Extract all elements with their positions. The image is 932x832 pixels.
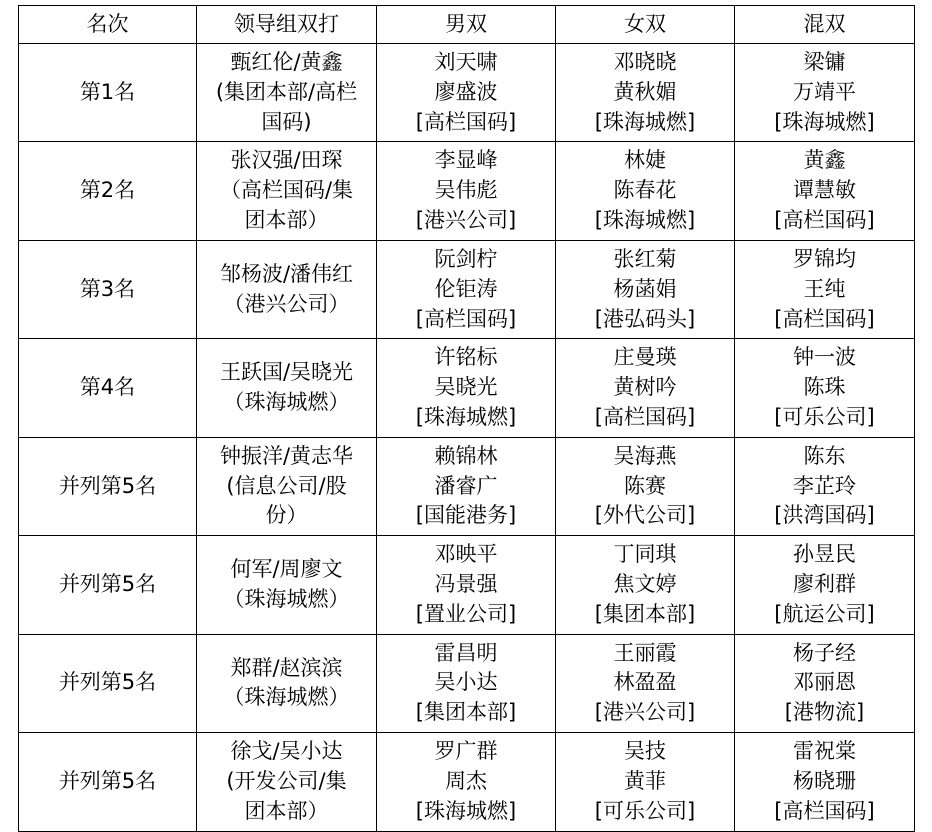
- line-1: 张汉强/田琛: [230, 148, 343, 173]
- player-2: 黄菲: [624, 768, 666, 793]
- rank-value: 并列第5名: [19, 536, 197, 634]
- line-1: 郑群/赵滨滨: [230, 655, 343, 680]
- mens-doubles-cell: [377, 536, 556, 634]
- column-header-leaders-doubles: 领导组双打: [197, 6, 377, 44]
- cell-lines: [562, 48, 728, 137]
- line-3: 份）: [265, 503, 308, 528]
- table-row: [19, 240, 915, 338]
- player-2: 黄树吟: [613, 375, 677, 400]
- womens-doubles-cell: [556, 634, 735, 732]
- leaders-doubles-cell: [197, 44, 377, 142]
- header-row: [19, 6, 915, 44]
- leaders-doubles-cell: [197, 536, 377, 634]
- line-3: 团本部）: [244, 798, 329, 823]
- team: [港兴公司]: [594, 700, 696, 725]
- womens-doubles-cell: [556, 142, 735, 240]
- player-1: 庄曼瑛: [613, 345, 677, 370]
- player-1: 刘天啸: [434, 50, 498, 74]
- player-1: 罗广群: [434, 739, 498, 764]
- womens-doubles-cell: [556, 437, 735, 535]
- womens-doubles-cell: [556, 339, 735, 437]
- cell-lines: [203, 555, 370, 615]
- rank-value: 并列第5名: [19, 437, 197, 535]
- rank-value: 并列第5名: [19, 733, 197, 831]
- cell-lines: [383, 146, 549, 235]
- player-1: 孙昱民: [793, 542, 856, 567]
- player-1: 丁同琪: [613, 542, 677, 567]
- player-2: 林盈盈: [613, 670, 677, 695]
- column-header-mixed-doubles: 混双: [735, 6, 915, 44]
- player-1: 杨子经: [793, 640, 856, 665]
- line-2: (开发公司/集: [226, 768, 347, 793]
- player-2: 冯景强: [434, 572, 498, 596]
- cell-lines: [741, 146, 908, 235]
- leaders-doubles-cell: [197, 240, 377, 338]
- mens-doubles-cell: [377, 733, 556, 831]
- player-2: 伦钜涛: [434, 276, 498, 301]
- mixed-doubles-cell: [735, 634, 915, 732]
- mens-doubles-cell: [377, 44, 556, 142]
- player-2: 吴晓光: [434, 375, 498, 400]
- player-2: 廖盛波: [434, 79, 498, 104]
- mens-doubles-cell: [377, 339, 556, 437]
- line-2: （珠海城燃）: [223, 586, 350, 611]
- cell-lines: [562, 343, 728, 432]
- mens-doubles-cell: [377, 437, 556, 535]
- mixed-doubles-cell: [735, 536, 915, 634]
- table-row: [19, 733, 915, 831]
- team: [港物流]: [784, 700, 865, 725]
- player-1: 邓晓晓: [613, 50, 677, 74]
- leaders-doubles-cell: [197, 339, 377, 437]
- team: [置业公司]: [415, 601, 517, 626]
- rank-value: 并列第5名: [19, 634, 197, 732]
- table-header: [19, 6, 915, 44]
- player-1: 雷祝棠: [793, 739, 856, 764]
- leaders-doubles-cell: [197, 437, 377, 535]
- player-2: 吴小达: [434, 670, 498, 695]
- line-3: 国码): [261, 109, 312, 134]
- line-1: 徐戈/吴小达: [230, 739, 343, 764]
- player-2: 王纯: [803, 276, 846, 301]
- player-1: 林婕: [624, 148, 666, 173]
- player-2: 杨菡娟: [613, 276, 677, 301]
- team: [外代公司]: [594, 503, 696, 528]
- line-2: （珠海城燃）: [223, 685, 350, 710]
- cell-lines: [203, 358, 370, 418]
- player-1: 钟一波: [793, 345, 856, 370]
- line-1: 王跃国/吴晓光: [219, 360, 354, 385]
- line-2: （珠海城燃）: [223, 390, 350, 415]
- team: [珠海城燃]: [594, 208, 696, 233]
- line-2: (信息公司/股: [226, 473, 347, 498]
- player-1: 阮剑柠: [434, 246, 498, 271]
- mixed-doubles-cell: [735, 44, 915, 142]
- player-2: 万靖平: [793, 79, 856, 104]
- cell-lines: [562, 245, 728, 334]
- results-table: [18, 5, 915, 832]
- player-1: 邓映平: [434, 542, 498, 567]
- mens-doubles-cell: [377, 142, 556, 240]
- table-row: [19, 634, 915, 732]
- line-3: 团本部）: [244, 208, 329, 233]
- team: [高栏国码]: [774, 798, 875, 823]
- player-1: 梁镛: [803, 50, 846, 74]
- line-1: 钟振洋/黄志华: [219, 443, 354, 468]
- team: [洪湾国码]: [774, 503, 875, 528]
- column-header-rank: 名次: [19, 6, 197, 44]
- table-row: [19, 339, 915, 437]
- cell-lines: [203, 654, 370, 714]
- team: [珠海城燃]: [774, 109, 875, 134]
- rank-value: 第3名: [19, 240, 197, 338]
- mixed-doubles-cell: [735, 437, 915, 535]
- cell-lines: [562, 540, 728, 629]
- table-body: [19, 44, 915, 832]
- cell-lines: [383, 540, 549, 629]
- table-row: [19, 142, 915, 240]
- cell-lines: [203, 260, 370, 320]
- leaders-doubles-cell: [197, 634, 377, 732]
- cell-lines: [383, 343, 549, 432]
- team: [港兴公司]: [415, 208, 517, 233]
- player-2: 陈春花: [613, 178, 677, 203]
- player-2: 陈珠: [803, 375, 846, 400]
- cell-lines: [203, 48, 370, 137]
- cell-lines: [741, 540, 908, 629]
- cell-lines: [741, 245, 908, 334]
- team: [集团本部]: [415, 700, 517, 725]
- cell-lines: [383, 245, 549, 334]
- line-2: （港兴公司）: [223, 291, 350, 316]
- team: [可乐公司]: [594, 798, 696, 823]
- cell-lines: [562, 442, 728, 531]
- cell-lines: [562, 639, 728, 728]
- womens-doubles-cell: [556, 44, 735, 142]
- table-row: [19, 44, 915, 142]
- rank-value: 第2名: [19, 142, 197, 240]
- player-1: 王丽霞: [613, 640, 677, 665]
- mixed-doubles-cell: [735, 733, 915, 831]
- cell-lines: [383, 48, 549, 137]
- player-2: 谭慧敏: [793, 178, 856, 203]
- team: [港弘码头]: [594, 306, 696, 331]
- player-2: 邓丽恩: [793, 670, 856, 695]
- cell-lines: [383, 737, 549, 826]
- player-2: 吴伟彪: [434, 178, 498, 203]
- cell-lines: [741, 48, 908, 137]
- line-2: （高栏国码/集: [219, 178, 354, 203]
- mixed-doubles-cell: [735, 142, 915, 240]
- cell-lines: [562, 737, 728, 826]
- column-header-mens-doubles: 男双: [377, 6, 556, 44]
- team: [集团本部]: [594, 601, 696, 626]
- cell-lines: [741, 343, 908, 432]
- team: [高栏国码]: [415, 109, 517, 134]
- table-row: [19, 536, 915, 634]
- team: [国能港务]: [415, 503, 517, 528]
- team: [高栏国码]: [594, 404, 696, 429]
- leaders-doubles-cell: [197, 733, 377, 831]
- player-1: 雷昌明: [434, 640, 498, 665]
- womens-doubles-cell: [556, 733, 735, 831]
- player-1: 黄鑫: [803, 148, 846, 173]
- cell-lines: [562, 146, 728, 235]
- team: [珠海城燃]: [594, 109, 696, 134]
- cell-lines: [383, 639, 549, 728]
- line-2: (集团本部/高栏: [215, 79, 358, 104]
- player-2: 潘睿广: [434, 473, 498, 498]
- player-2: 陈赛: [624, 473, 666, 498]
- player-1: 张红菊: [613, 246, 677, 271]
- line-1: 甄红伦/黄鑫: [230, 50, 343, 74]
- column-header-womens-doubles: 女双: [556, 6, 735, 44]
- cell-lines: [203, 146, 370, 235]
- table-row: [19, 437, 915, 535]
- player-1: 李显峰: [434, 148, 498, 173]
- cell-lines: [741, 639, 908, 728]
- team: [高栏国码]: [774, 208, 875, 233]
- player-2: 李芷玲: [793, 473, 856, 498]
- cell-lines: [203, 737, 370, 826]
- player-2: 焦文婷: [613, 572, 677, 596]
- rank-value: 第1名: [19, 44, 197, 142]
- player-1: 罗锦均: [793, 246, 856, 271]
- player-1: 吴海燕: [613, 443, 677, 468]
- cell-lines: [741, 737, 908, 826]
- team: [高栏国码]: [774, 306, 875, 331]
- team: [航运公司]: [774, 601, 875, 626]
- womens-doubles-cell: [556, 240, 735, 338]
- player-2: 周杰: [445, 768, 487, 793]
- leaders-doubles-cell: [197, 142, 377, 240]
- team: [珠海城燃]: [415, 404, 517, 429]
- womens-doubles-cell: [556, 536, 735, 634]
- player-1: 赖锦林: [434, 443, 498, 468]
- player-1: 吴技: [624, 739, 666, 764]
- player-1: 陈东: [803, 443, 846, 468]
- player-2: 廖利群: [793, 572, 856, 596]
- mens-doubles-cell: [377, 634, 556, 732]
- rank-value: 第4名: [19, 339, 197, 437]
- cell-lines: [741, 442, 908, 531]
- cell-lines: [203, 442, 370, 531]
- mens-doubles-cell: [377, 240, 556, 338]
- player-2: 黄秋媚: [613, 79, 677, 104]
- team: [珠海城燃]: [415, 798, 517, 823]
- team: [可乐公司]: [774, 404, 875, 429]
- mixed-doubles-cell: [735, 339, 915, 437]
- cell-lines: [383, 442, 549, 531]
- player-2: 杨晓珊: [793, 768, 856, 793]
- mixed-doubles-cell: [735, 240, 915, 338]
- player-1: 许铭标: [434, 345, 498, 370]
- line-1: 邹杨波/潘伟红: [219, 261, 354, 286]
- team: [高栏国码]: [415, 306, 517, 331]
- line-1: 何军/周廖文: [230, 557, 343, 582]
